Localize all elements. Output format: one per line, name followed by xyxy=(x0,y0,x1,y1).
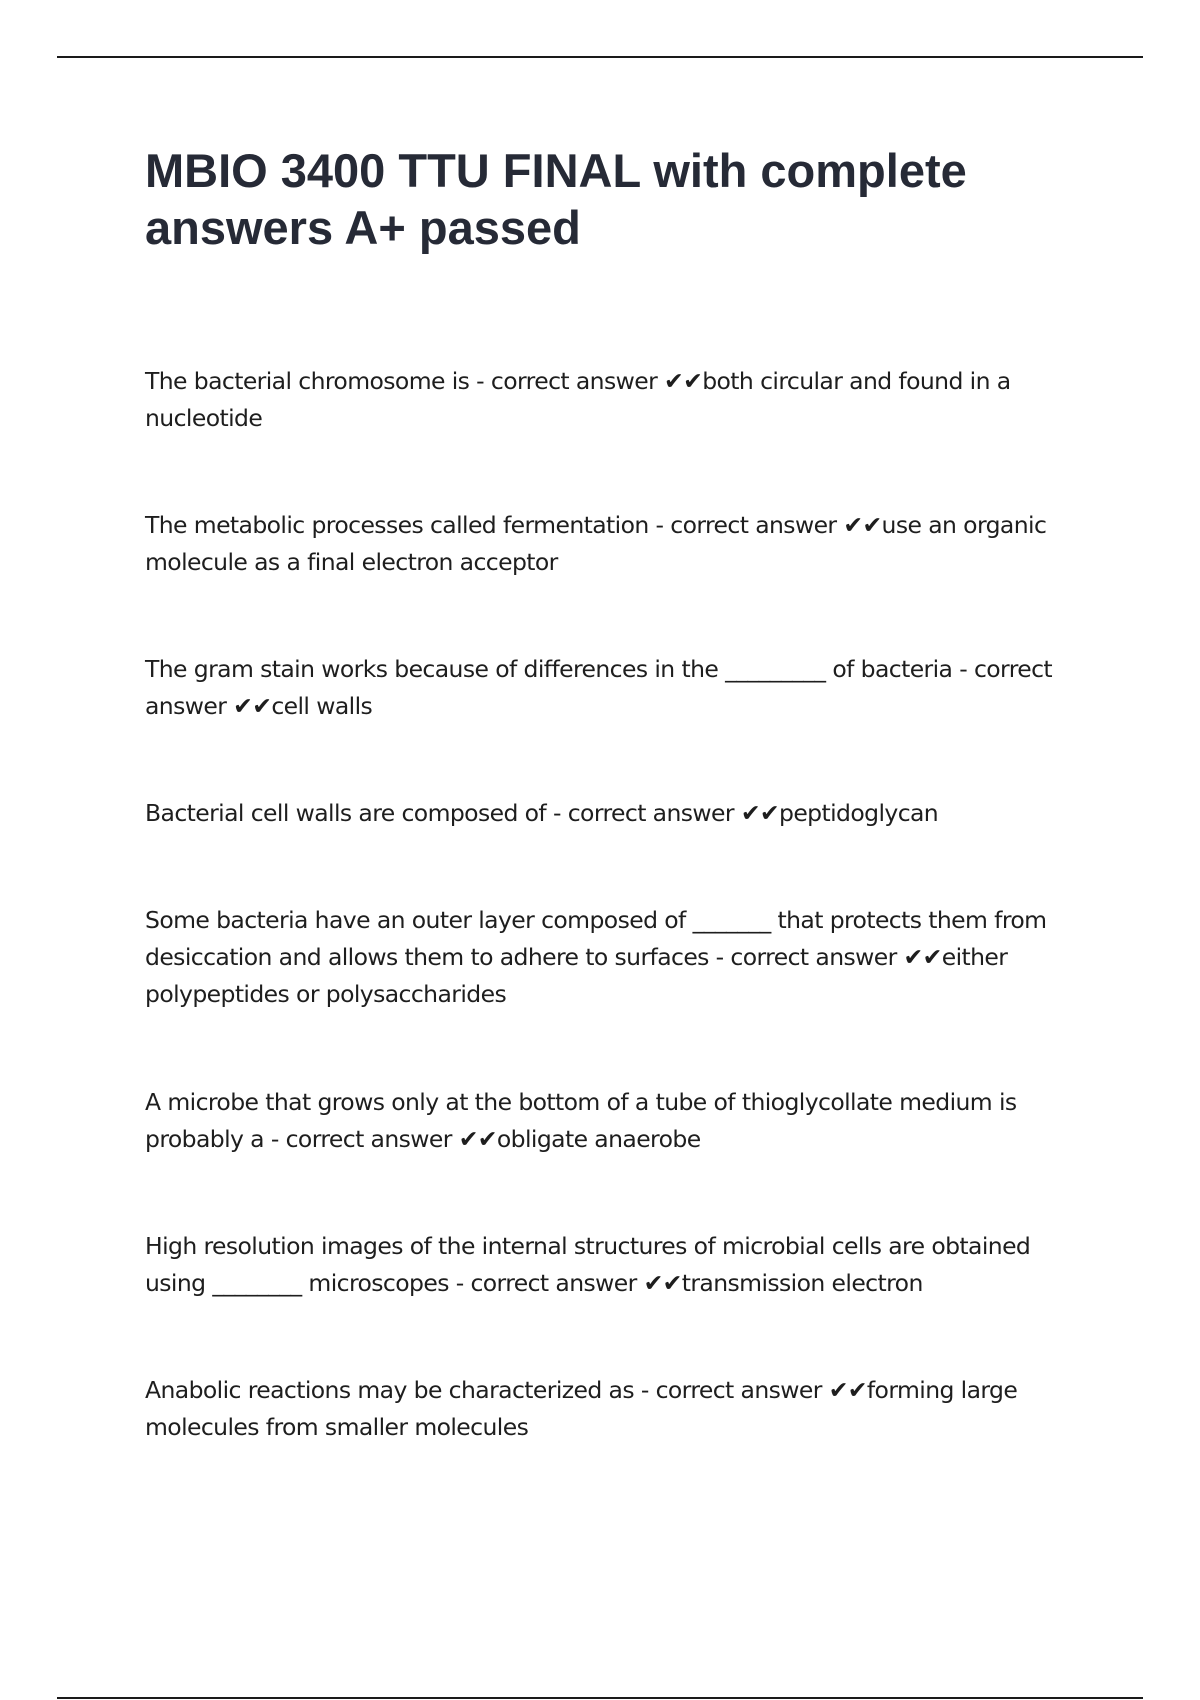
qa-item-text: The metabolic processes called fermentation - correct answer ✔✔use an organic molecule as a final electron acceptor xyxy=(145,511,1047,576)
document-title: MBIO 3400 TTU FINAL with complete answers A+ passed xyxy=(145,144,967,254)
qa-item-text: Some bacteria have an outer layer composed of _______ that protects them from desiccation and allows them to adhere to surfaces - correct answer ✔✔either polypeptides or polysaccharides xyxy=(145,906,1047,1008)
qa-item-text: The gram stain works because of differences in the _________ of bacteria - correct answer ✔✔cell walls xyxy=(145,655,1053,720)
qa-item xyxy=(145,795,1090,832)
qa-item xyxy=(145,363,1090,437)
qa-item xyxy=(145,1372,1090,1446)
qa-item-text: Bacterial cell walls are composed of - correct answer ✔✔peptidoglycan xyxy=(145,799,939,827)
qa-item-text: Anabolic reactions may be characterized as - correct answer ✔✔forming large molecules from smaller molecules xyxy=(145,1376,1018,1441)
footer-rule xyxy=(57,1697,1143,1699)
header-rule xyxy=(57,56,1143,58)
qa-item-text: A microbe that grows only at the bottom of a tube of thioglycollate medium is probably a - correct answer ✔✔obligate anaerobe xyxy=(145,1088,1017,1153)
qa-item-text: The bacterial chromosome is - correct answer ✔✔both circular and found in a nucleotide xyxy=(145,367,1011,432)
qa-item xyxy=(145,507,1090,581)
qa-item xyxy=(145,1084,1090,1158)
qa-item xyxy=(145,1228,1090,1302)
qa-item-text: High resolution images of the internal structures of microbial cells are obtained using ________ microscopes - correct answer ✔✔transmission electron xyxy=(145,1232,1031,1297)
qa-item xyxy=(145,651,1090,725)
qa-item xyxy=(145,902,1090,1013)
